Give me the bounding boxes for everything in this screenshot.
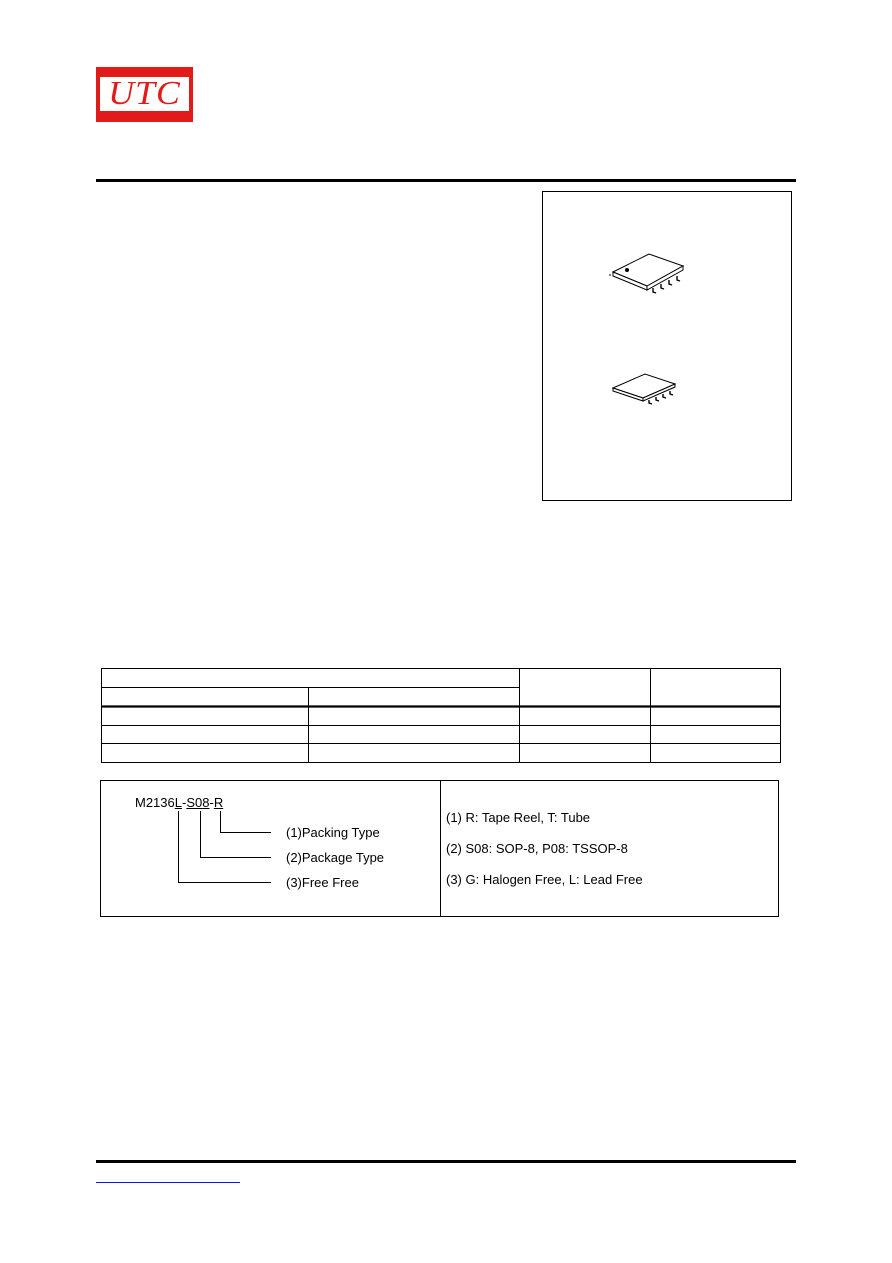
ordering-table [101,668,781,763]
part-separator: - [181,795,187,810]
footer-rule [96,1160,796,1163]
part-code-package: S08 [186,795,210,810]
company-logo [96,67,193,122]
note-lead-free: (3) G: Halogen Free, L: Lead Free [446,872,643,887]
package-box [542,191,792,501]
part-separator: - [209,795,214,810]
part-code-lead: L [174,795,182,810]
part-number-diagram [100,780,779,917]
part-number-prefix: M2136 [135,795,175,810]
label-package-type: (2)Package Type [286,850,385,865]
diagram-divider [440,781,441,916]
tssop8-package-icon [609,368,681,408]
label-free-type: (3)Free Free [286,875,359,890]
connector-lines [101,781,440,918]
label-packing-type: (1)Packing Type [286,825,380,840]
note-package: (2) S08: SOP-8, P08: TSSOP-8 [446,841,628,856]
part-code-packing: R [213,795,224,810]
header-rule [96,179,796,182]
logo-text: UTC [108,75,181,112]
note-packing: (1) R: Tape Reel, T: Tube [446,810,591,825]
sop8-package-icon [607,250,687,298]
footer-website-link[interactable] [96,1168,240,1183]
